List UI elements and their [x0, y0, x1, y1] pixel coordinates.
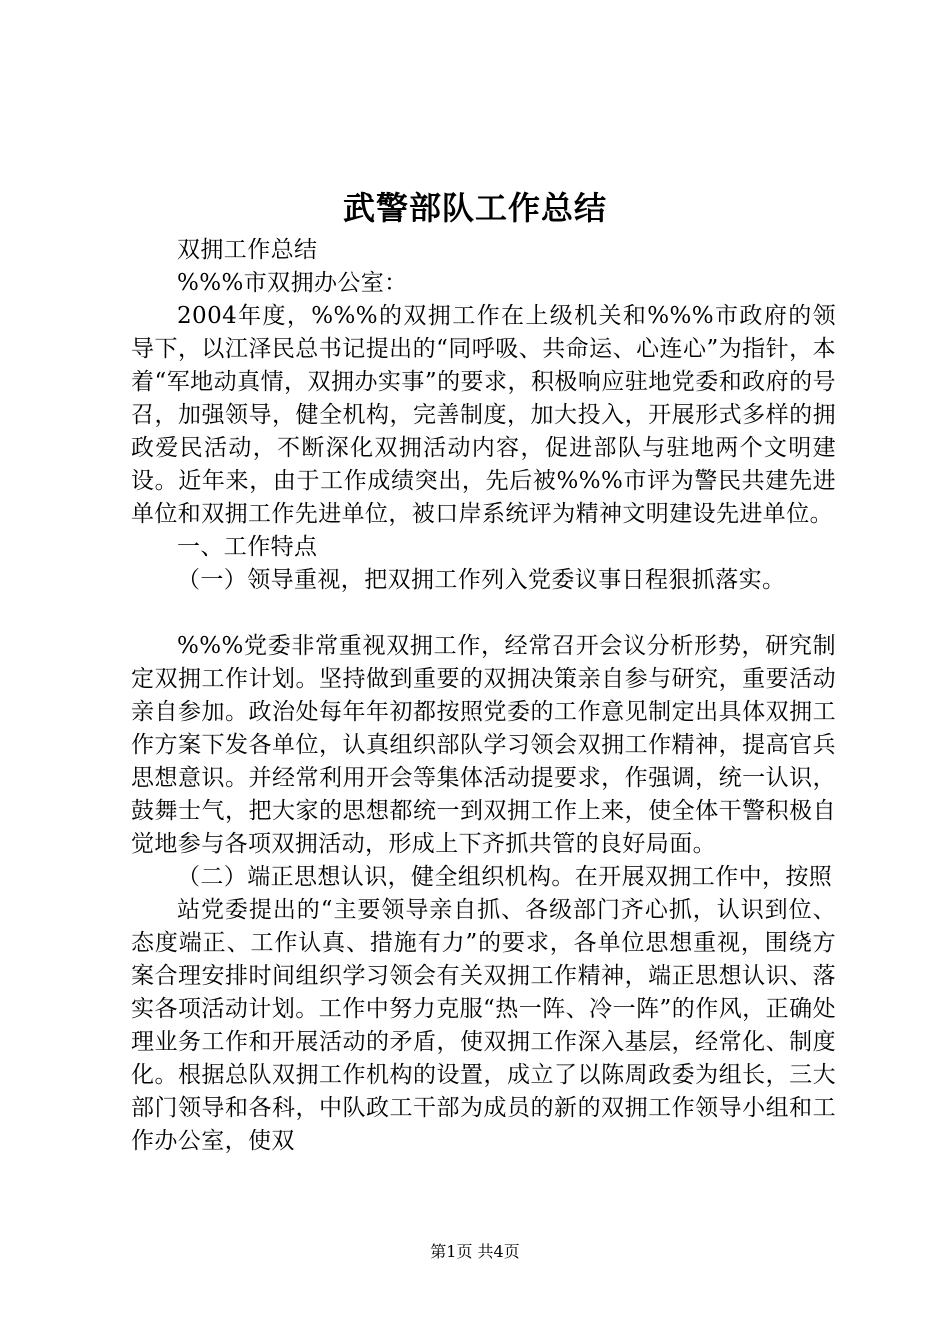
paragraph-intro: 2004年度，%%%的双拥工作在上级机关和%%%市政府的领导下，以江泽民总书记提出的“同呼吸、共命运、心连心”为指针，本着“军地动真情，双拥办实事”的要求，积极响应驻地党委和政府的号召，加强领导，健全机构，完善制度，加大投入，开展形式多样的拥政爱民活动，不断深化双拥活动内容，促进部队与驻地两个文明建设。近年来，由于工作成绩突出，先后被%%%市评为警民共建先进单位和双拥工作先进单位，被口岸系统评为精神文明建设先进单位。 — [131, 303, 836, 527]
paragraph-organization: 站党委提出的“主要领导亲自抓、各级部门齐心抓，认识到位、态度端正、工作认真、措施有力”的要求，各单位思想重视，围绕方案合理安排时间组织学习领会有关双拥工作精神，端正思想认识、落实各项活动计划。工作中努力克服“热一阵、冷一阵”的作风，正确处理业务工作和开展活动的矛盾，使双拥工作深入基层，经常化、制度化。根据总队双拥工作机构的设置，成立了以陈周政委为组长，三大部门领导和各科，中队政工干部为成员的新的双拥工作领导小组和工作办公室，使双 — [131, 897, 836, 1154]
paragraph-addressee: %%%市双拥办公室： — [177, 270, 408, 296]
paragraph-heading: 双拥工作总结 — [177, 237, 318, 263]
section-heading-1: 一、工作特点 — [177, 534, 318, 560]
paragraph-leadership: %%%党委非常重视双拥工作，经常召开会议分析形势，研究制定双拥工作计划。坚持做到重要的双拥决策亲自参与研究，重要活动亲自参加。政治处每年年初都按照党委的工作意见制定出具体双拥工作方案下发各单位，认真组织部队学习领会双拥工作精神，提高官兵思想意识。并经常利用开会等集体活动提要求，作强调，统一认识，鼓舞士气，把大家的思想都统一到双拥工作上来，使全体干警积极自觉地参与各项双拥活动，形成上下齐抓共管的良好局面。 — [131, 633, 836, 857]
page-footer: 第1页 共4页 — [430, 1242, 520, 1261]
document-title: 武警部队工作总结 — [342, 189, 607, 227]
subsection-heading-2: （二）端正思想认识，健全组织机构。在开展双拥工作中，按照 — [177, 864, 833, 890]
document-body — [131, 234, 836, 1158]
subsection-heading-1: （一）领导重视，把双拥工作列入党委议事日程狠抓落实。 — [177, 567, 786, 593]
